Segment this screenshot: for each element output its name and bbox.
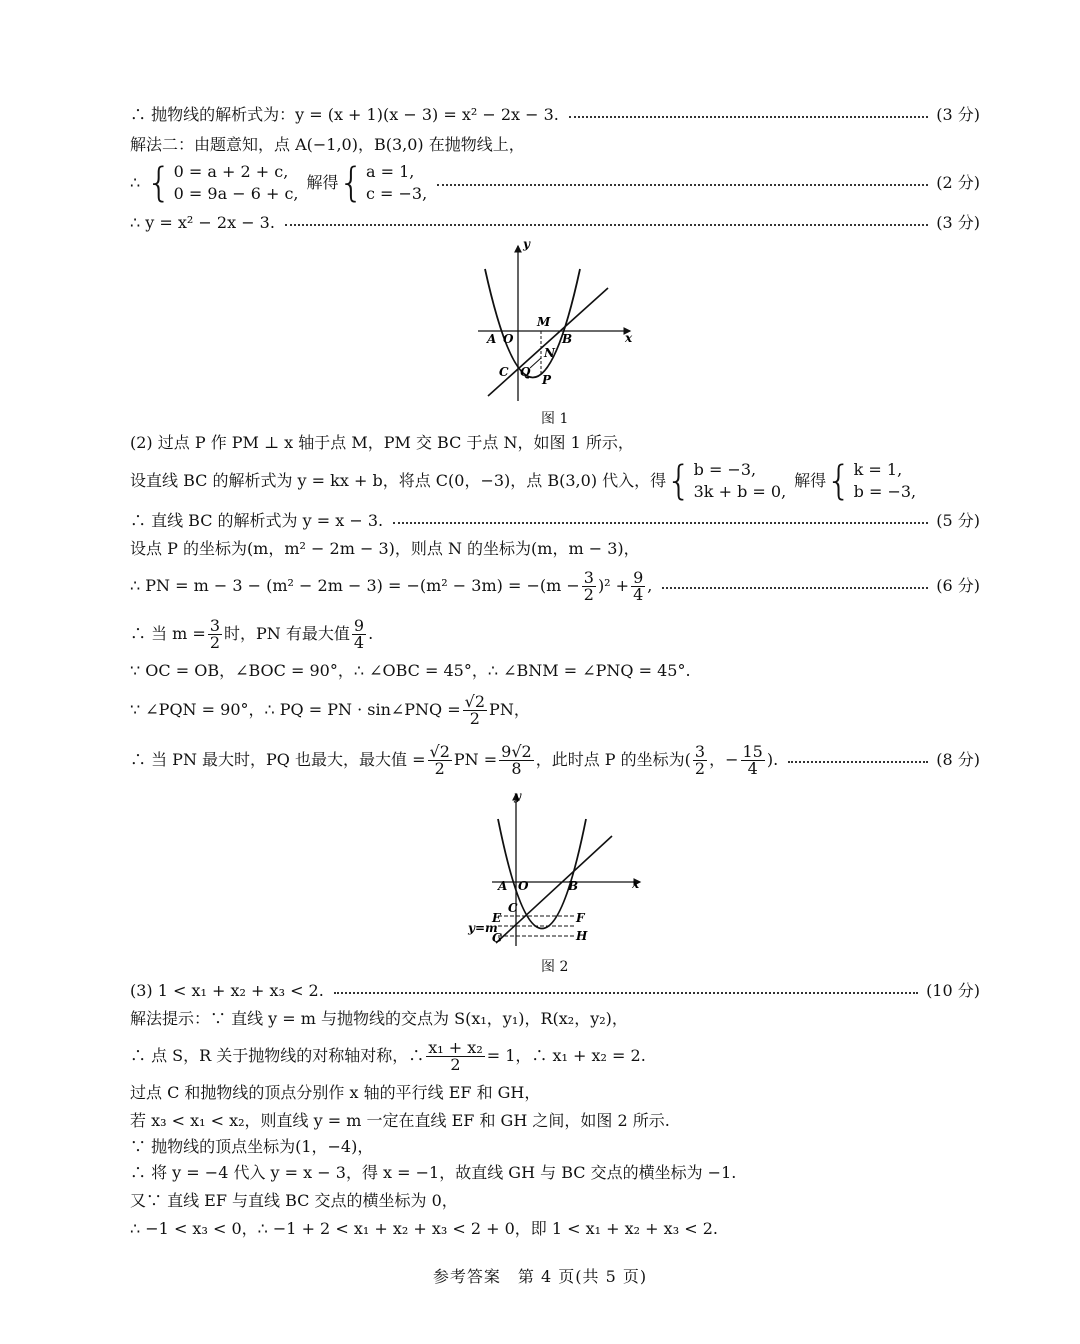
fig2-label-b: B [568,879,579,893]
leader-dots [393,522,928,524]
fraction: $\frac{15}{4}$ [742,741,763,778]
part3-line-8: 又∵ 直线 EF 与直线 BC 交点的横坐标为 0， [130,1191,458,1210]
equation-system-3: { b = −3, 3k + b = 0, [666,458,787,504]
fig1-label-n: N [544,346,555,360]
score: (3 分) [936,213,980,232]
part2-line-9: ∴ 当 PN 最大时，PQ 也最大，最大值 = $\frac{√2}{2}$ PN = $\frac{9√2}{8}$ ，此时点 P 的坐标为( $\frac{3}{2}$ ，− $\frac{15}{4}$ ). (8 分) [130,741,980,778]
leader-dots [662,587,928,589]
score: (3 分) [936,105,980,124]
part2-line-3: ∴ 直线 BC 的解析式为 y = x − 3. (5 分) [130,511,980,530]
fig1-label-m: M [537,315,551,329]
fig1-label-c: C [499,365,509,379]
part3-line-7: ∴ 将 y = −4 代入 y = x − 3，得 x = −1，故直线 GH 与 BC 交点的横坐标为 −1. [130,1163,737,1182]
part2-line-1: (2) 过点 P 作 PM ⊥ x 轴于点 M，PM 交 BC 于点 N，如图 1 所示， [130,433,634,452]
leader-dots [334,992,918,994]
solution-line-2: 解法二：由题意知，点 A(−1,0)，B(3,0) 在抛物线上， [130,135,525,154]
fraction: $\frac{\text{x₁ + x₂}}{2}$ [428,1037,483,1074]
part2-line-4: 设点 P 的坐标为(m，m² − 2m − 3)，则点 N 的坐标为(m，m − 3)， [130,539,640,558]
fig2-label-g: G [492,931,503,945]
score: (8 分) [936,750,980,769]
part3-line-3: ∴ 点 S，R 关于抛物线的对称轴对称，∴ $\frac{\text{x₁ + x₂}}{2}$ = 1，∴ x₁ + x₂ = 2. [130,1037,646,1074]
part2-line-8: ∵ ∠PQN = 90°，∴ PQ = PN · sin∠PNQ = $\frac{√2}{2}$ PN， [130,691,530,728]
fig1-label-y: y [523,237,530,251]
part2-line-5: ∴ PN = m − 3 − (m² − 2m − 3) = −(m² − 3m) = −(m − $\frac{3}{2}$ )² + $\frac{9}{4}$ , (6 分) [130,567,980,604]
equation-system-4: { k = 1, b = −3, [826,458,917,504]
text: ∴ 抛物线的解析式为：y = (x + 1)(x − 3) = x² − 2x − 3. [130,105,559,124]
fraction: $\frac{√2}{2}$ [464,691,486,728]
score: (2 分) [936,173,980,192]
part3-line-1: (3) 1 < x₁ + x₂ + x₃ < 2. (10 分) [130,981,980,1000]
part3-line-6: ∵ 抛物线的顶点坐标为(1，−4)， [130,1137,374,1156]
therefore-symbol: ∴ [130,173,141,192]
part2-line-6: ∴ 当 m = $\frac{3}{2}$ 时，PN 有最大值 $\frac{9}{4}$ . [130,615,374,652]
solution-line-1 [130,104,980,126]
fraction: $\frac{3}{2}$ [583,567,594,604]
page-footer: 参考答案 第 4 页(共 5 页) [432,1267,648,1286]
part2-line-7: ∵ OC = OB，∠BOC = 90°，∴ ∠OBC = 45°，∴ ∠BNM = ∠PNQ = 45°. [130,661,691,680]
fig1-label-q: Q [520,365,531,379]
part3-line-2: 解法提示：∵ 直线 y = m 与抛物线的交点为 S(x₁，y₁)，R(x₂，y₂)， [130,1009,628,1028]
leader-dots [569,116,928,118]
figure-2-graph [462,786,642,951]
equation-system-1: { 0 = a + 2 + c, 0 = 9a − 6 + c, [146,160,299,206]
leader-dots [437,184,928,186]
solution-line-system: ∴ { 0 = a + 2 + c, 0 = 9a − 6 + c, 解得 { a = 1, c = −3, (2 分) [130,160,980,206]
figure-2-caption: 图 2 [541,959,569,975]
solution-line-4: ∴ y = x² − 2x − 3. (3 分) [130,213,980,232]
fig2-label-o: O [518,879,529,893]
figure-1-graph [470,236,640,406]
part3-line-5: 若 x₃ < x₁ < x₂，则直线 y = m 一定在直线 EF 和 GH 之间，如图 2 所示. [130,1111,670,1130]
part3-line-4: 过点 C 和抛物线的顶点分别作 x 轴的平行线 EF 和 GH， [130,1083,541,1102]
fig2-label-y: y [514,789,521,803]
fraction: $\frac{√2}{2}$ [429,741,450,778]
part2-line-2: 设直线 BC 的解析式为 y = kx + b，将点 C(0，−3)，点 B(3,0) 代入，得 { b = −3, 3k + b = 0, 解得 { k = 1, b = −3, [130,458,917,504]
equation-system-2: { a = 1, c = −3, [338,160,428,206]
fig1-label-a: A [487,332,497,346]
fig2-label-e: E [492,911,502,925]
figure-1-caption: 图 1 [541,411,569,427]
leader-dots [788,761,928,763]
fig2-label-f: F [576,911,585,925]
fraction: $\frac{9√2}{8}$ [501,741,532,778]
part3-line-9: ∴ −1 < x₃ < 0，∴ −1 + 2 < x₁ + x₂ + x₃ < 2 + 0，即 1 < x₁ + x₂ + x₃ < 2. [130,1219,718,1238]
score: (6 分) [936,576,980,595]
score: (10 分) [926,981,980,1000]
fig2-label-a: A [498,879,508,893]
fig1-label-p: P [542,373,552,387]
fig1-label-x: x [625,331,633,345]
fraction: $\frac{3}{2}$ [694,741,706,778]
fig2-label-x: x [632,877,640,891]
fraction: $\frac{9}{4}$ [633,567,644,604]
score: (5 分) [936,511,980,530]
fig2-label-c: C [508,901,518,915]
fig1-label-b: B [562,332,573,346]
leader-dots [285,224,928,226]
fig1-label-o: O [503,332,514,346]
fraction: $\frac{9}{4}$ [353,615,365,652]
fraction: $\frac{3}{2}$ [209,615,221,652]
fig2-label-ym: y=m [468,921,498,935]
fig2-label-h: H [576,929,588,943]
